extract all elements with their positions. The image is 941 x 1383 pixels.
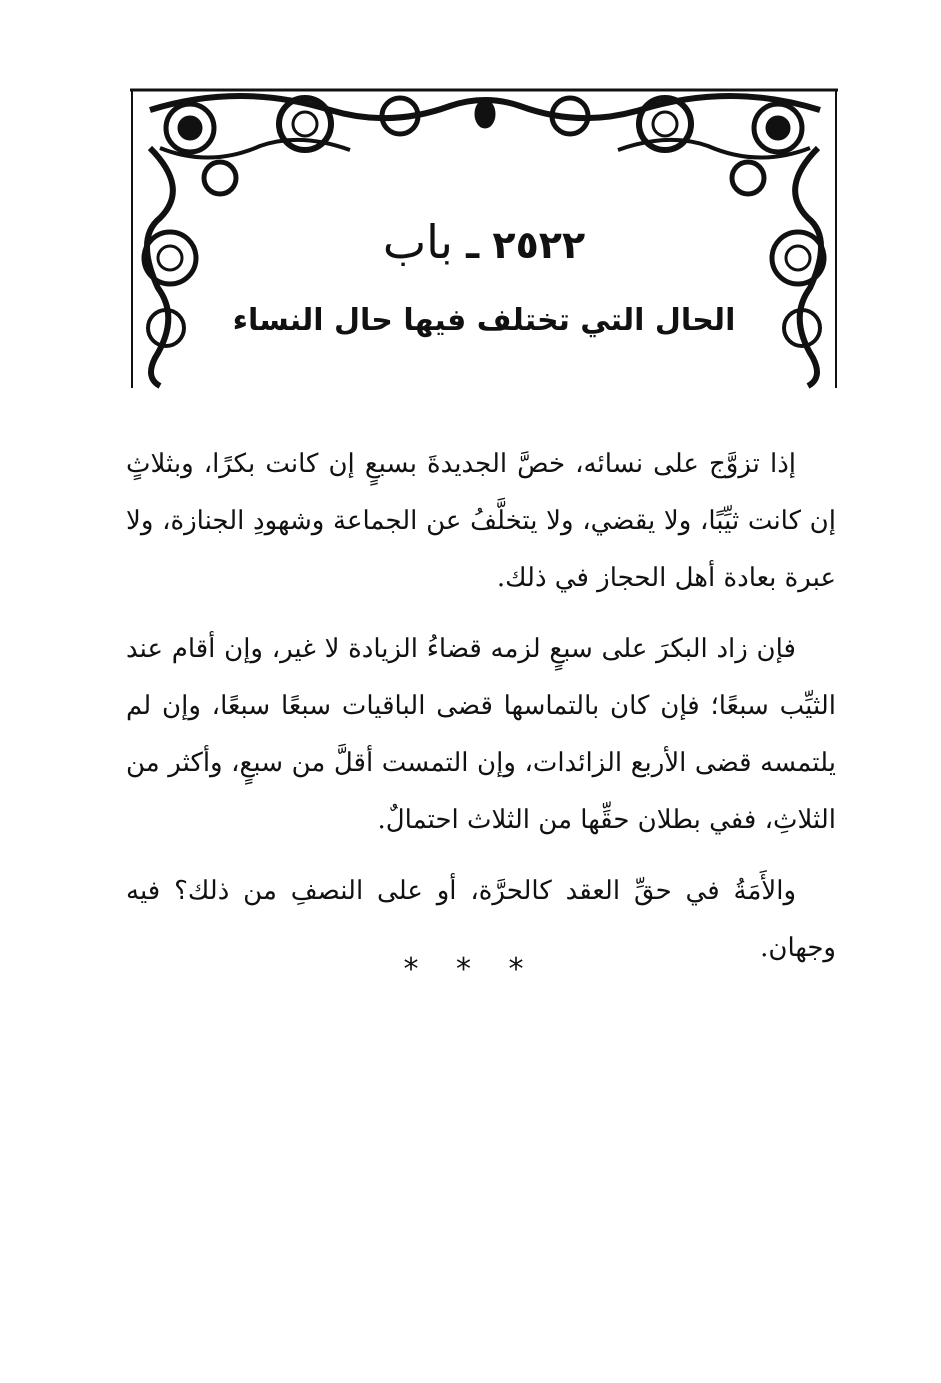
body-text: [126, 436, 836, 991]
chapter-label: باب: [382, 215, 453, 269]
chapter-number: ٢٥٢٢: [492, 223, 586, 267]
chapter-heading: [130, 212, 838, 275]
section-separator: * * *: [403, 952, 538, 987]
chapter-title: الحال التي تختلف فيها حال النساء: [232, 303, 736, 338]
paragraph-1: إذا تزوَّج على نسائه، خصَّ الجديدةَ بسبعٍ إن كانت بكرًا، وبثلاثٍ إن كانت ثيِّبًا، ولا يقضي، ولا يتخلَّفُ عن الجماعة وشهودِ الجنازة، ولا عبرة بعادة أهل الحجاز في ذلك.: [126, 449, 836, 593]
paragraph-2: فإن زاد البكرَ على سبعٍ لزمه قضاءُ الزيادة لا غير، وإن أقام عند الثيِّب سبعًا؛ فإن كان بالتماسها قضى الباقيات سبعًا سبعًا، وإن لم يلتمسه قضى الأربع الزائدات، وإن التمست أقلَّ من سبعٍ، وأكثر من الثلاثِ، ففي بطلان حقِّها من الثلاث احتمالٌ.: [126, 634, 836, 835]
chapter-dash: ـ: [466, 223, 480, 267]
paragraph-3: والأَمَةُ في حقِّ العقد كالحرَّة، أو على النصفِ من ذلك؟ فيه وجهان.: [126, 876, 836, 963]
